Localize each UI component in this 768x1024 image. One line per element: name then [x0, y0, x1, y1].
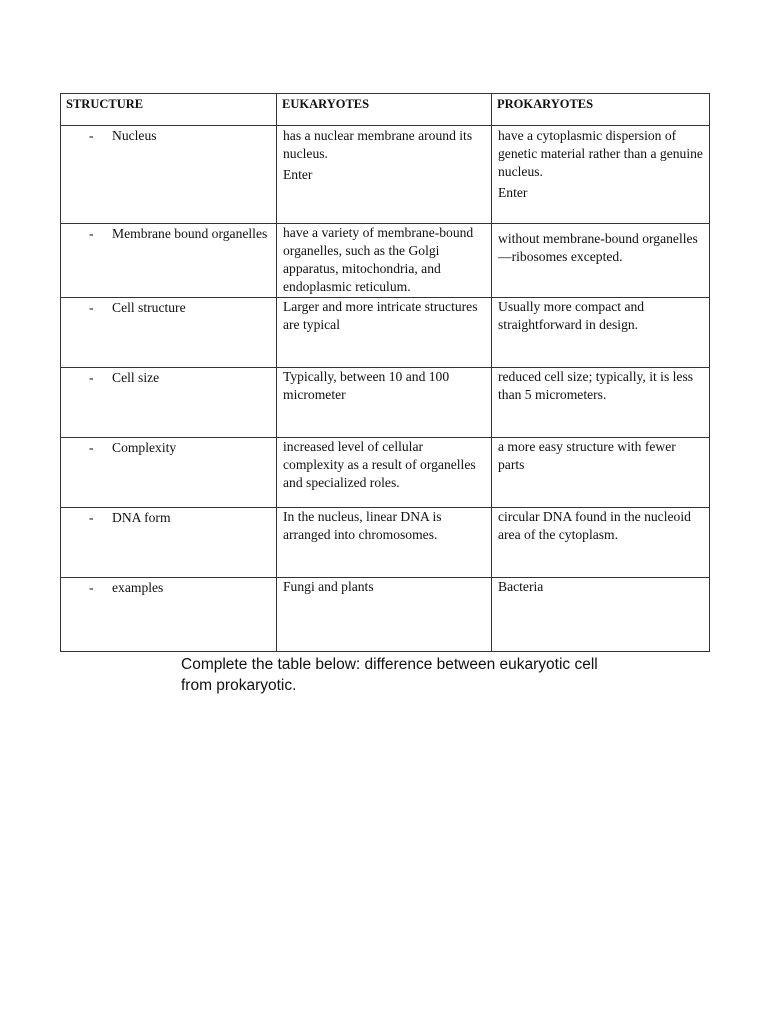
bullet-dash: - — [89, 440, 94, 455]
bullet-dash: - — [89, 226, 94, 241]
eukaryotes-cell — [277, 508, 492, 578]
prokaryotes-extra-text: Enter — [498, 185, 528, 200]
structure-label: Nucleus — [112, 128, 157, 143]
structure-cell — [61, 298, 277, 368]
table-row — [61, 578, 710, 652]
prokaryotes-cell — [492, 298, 710, 368]
header-cell — [277, 94, 492, 126]
bullet-dash: - — [89, 300, 94, 315]
structure-cell — [61, 578, 277, 652]
eukaryotes-text: increased level of cellular complexity as a result of organelles and specialized roles. — [283, 439, 476, 490]
prokaryotes-text: Usually more compact and straightforward in design. — [498, 299, 645, 332]
header-structure: STRUCTURE — [66, 97, 144, 111]
structure-label: examples — [112, 580, 164, 595]
eukaryotes-cell — [277, 578, 492, 652]
eukaryotes-text: Larger and more intricate structures are typical — [283, 299, 478, 332]
bullet-dash: - — [89, 510, 94, 525]
prokaryotes-text: without membrane-bound organelles—ribosomes excepted. — [498, 231, 698, 264]
instruction-caption: Complete the table below: difference between eukaryotic cell from prokaryotic. — [181, 656, 598, 694]
structure-label: Cell size — [112, 370, 160, 385]
table-row — [61, 438, 710, 508]
structure-label: DNA form — [112, 510, 171, 525]
structure-cell — [61, 368, 277, 438]
structure-label: Complexity — [112, 440, 177, 455]
prokaryotes-text: circular DNA found in the nucleoid area of the cytoplasm. — [498, 509, 691, 542]
table-row — [61, 126, 710, 224]
eukaryotes-cell — [277, 438, 492, 508]
eukaryotes-cell — [277, 298, 492, 368]
bullet-dash: - — [89, 580, 94, 595]
eukaryotes-cell — [277, 224, 492, 298]
structure-cell — [61, 508, 277, 578]
table-row — [61, 298, 710, 368]
structure-cell — [61, 438, 277, 508]
prokaryotes-text: have a cytoplasmic dispersion of genetic material rather than a genuine nucleus. — [498, 128, 703, 179]
structure-label: Cell structure — [112, 300, 186, 315]
prokaryotes-cell — [492, 368, 710, 438]
prokaryotes-cell — [492, 578, 710, 652]
header-eukaryotes: EUKARYOTES — [282, 97, 370, 111]
eukaryotes-cell — [277, 126, 492, 224]
header-prokaryotes: PROKARYOTES — [497, 97, 594, 111]
structure-cell — [61, 126, 277, 224]
structure-label: Membrane bound organelles — [112, 226, 268, 241]
eukaryotes-text: Fungi and plants — [283, 579, 374, 594]
eukaryotes-extra-text: Enter — [283, 167, 313, 182]
eukaryotes-text: Typically, between 10 and 100 micrometer — [283, 369, 450, 402]
comparison-table — [60, 93, 710, 652]
eukaryotes-text: In the nucleus, linear DNA is arranged into chromosomes. — [283, 509, 442, 542]
table-row — [61, 368, 710, 438]
eukaryotes-text: have a variety of membrane-bound organelles, such as the Golgi apparatus, mitochondria, and endoplasmic reticulum. — [283, 225, 474, 294]
header-cell — [61, 94, 277, 126]
header-cell — [492, 94, 710, 126]
prokaryotes-text: Bacteria — [498, 579, 544, 594]
prokaryotes-cell — [492, 224, 710, 298]
bullet-dash: - — [89, 128, 94, 143]
table-row — [61, 508, 710, 578]
prokaryotes-cell — [492, 126, 710, 224]
bullet-dash: - — [89, 370, 94, 385]
prokaryotes-text: reduced cell size; typically, it is less than 5 micrometers. — [498, 369, 694, 402]
structure-cell — [61, 224, 277, 298]
prokaryotes-cell — [492, 508, 710, 578]
prokaryotes-text: a more easy structure with fewer parts — [498, 439, 676, 472]
table-row — [61, 224, 710, 298]
eukaryotes-cell — [277, 368, 492, 438]
eukaryotes-text: has a nuclear membrane around its nucleus. — [283, 128, 473, 161]
prokaryotes-cell — [492, 438, 710, 508]
table-header-row — [61, 94, 710, 126]
